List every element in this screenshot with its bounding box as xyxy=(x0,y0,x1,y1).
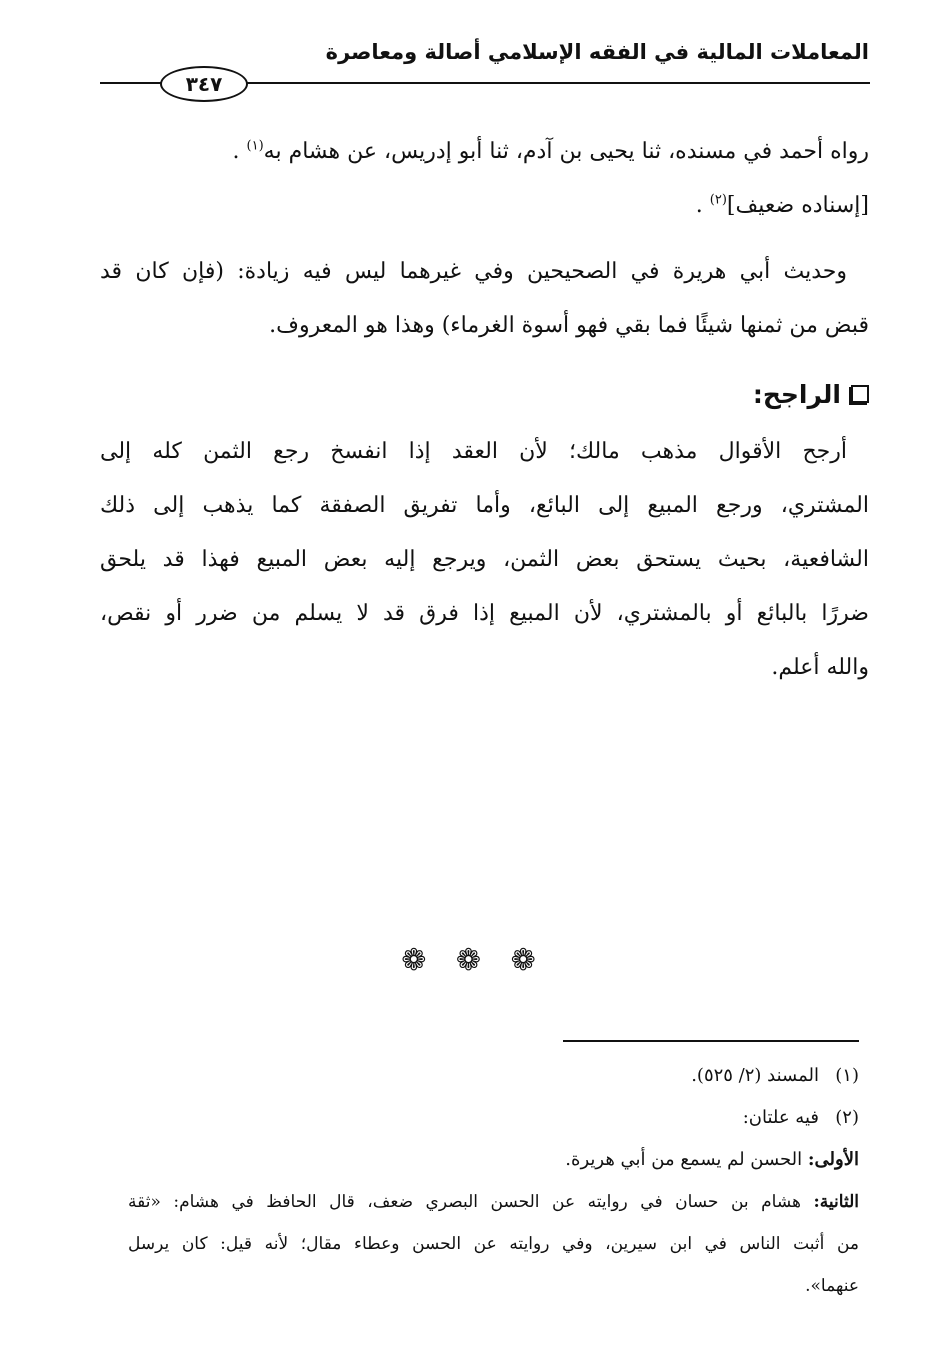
text-line-end: . xyxy=(695,193,703,218)
first-reason-text: الحسن لم يسمع من أبي هريرة. xyxy=(565,1149,803,1170)
text-line-content: [إسناده ضعيف] xyxy=(726,193,869,218)
section-heading xyxy=(753,372,869,416)
footnote-first-reason xyxy=(128,1139,859,1181)
text-line: قبض من ثمنها شيئًا فما بقي فهو أسوة الغرماء) وهذا هو المعروف. xyxy=(269,313,869,338)
footnote-second-reason-line: عنهما». xyxy=(805,1276,859,1296)
footnote-text: فيه علتان: xyxy=(742,1107,819,1128)
footnote-separator xyxy=(563,1040,859,1042)
text-line: أرجح الأقوال مذهب مالك؛ لأن العقد إذا انفسخ رجع الثمن كله إلى xyxy=(100,439,847,464)
second-reason-label: الثانية: xyxy=(813,1192,859,1212)
section-paragraph xyxy=(100,425,869,695)
footnote-second-reason-line xyxy=(128,1181,859,1223)
text-line-content: رواه أحمد في مسنده، ثنا يحيى بن آدم، ثنا أبو إدريس، عن هشام به xyxy=(263,139,869,164)
text-line: ضررًا بالبائع أو بالمشتري، لأن المبيع إذا فرق قد لا يسلم من ضرر أو نقص، xyxy=(100,601,869,626)
section-heading-label: الراجح: xyxy=(752,379,841,409)
first-reason-label: الأولى: xyxy=(807,1149,859,1170)
second-paragraph xyxy=(100,245,869,353)
footnote-1 xyxy=(128,1055,859,1097)
section-end-ornament: ❁ ❁ ❁ xyxy=(401,943,546,978)
text-line: والله أعلم. xyxy=(771,655,869,680)
second-reason-text: هشام بن حسان في روايته عن الحسن البصري ضعف، قال الحافظ في هشام: «ثقة xyxy=(128,1192,801,1212)
text-line: الشافعية، بحيث يستحق بعض الثمن، ويرجع إليه بعض المبيع فهذا قد يلحق xyxy=(100,547,869,572)
text-line: المشتري، ورجع المبيع إلى البائع، وأما تفريق الصفقة كما يذهب إلى ذلك xyxy=(100,493,869,518)
footnote-ref-2: (٢) xyxy=(709,192,727,208)
footnote-second-reason-line: من أثبت الناس في ابن سيرين، وفي روايته عن الحسن وعطاء مقال؛ لأنه قيل: كان يرسل xyxy=(128,1234,859,1254)
text-line-end: . xyxy=(232,139,240,164)
text-line: وحديث أبي هريرة في الصحيحين وفي غيرهما ليس فيه زيادة: (فإن كان قد xyxy=(100,259,847,284)
square-bullet-icon xyxy=(851,385,869,403)
footnote-text: المسند (٢/ ٥٢٥). xyxy=(691,1065,819,1086)
footnote-number: (١) xyxy=(835,1065,859,1086)
footnote-ref-1: (١) xyxy=(246,138,264,154)
footnote-number: (٢) xyxy=(835,1107,859,1128)
footnote-2 xyxy=(128,1097,859,1139)
page-number: ٣٤٧ xyxy=(160,66,248,102)
text-line xyxy=(100,125,869,179)
text-line xyxy=(100,179,869,233)
footnotes xyxy=(128,1055,859,1307)
running-header-title: المعاملات المالية في الفقه الإسلامي أصالة ومعاصرة xyxy=(325,40,869,64)
opening-paragraph xyxy=(100,125,869,233)
